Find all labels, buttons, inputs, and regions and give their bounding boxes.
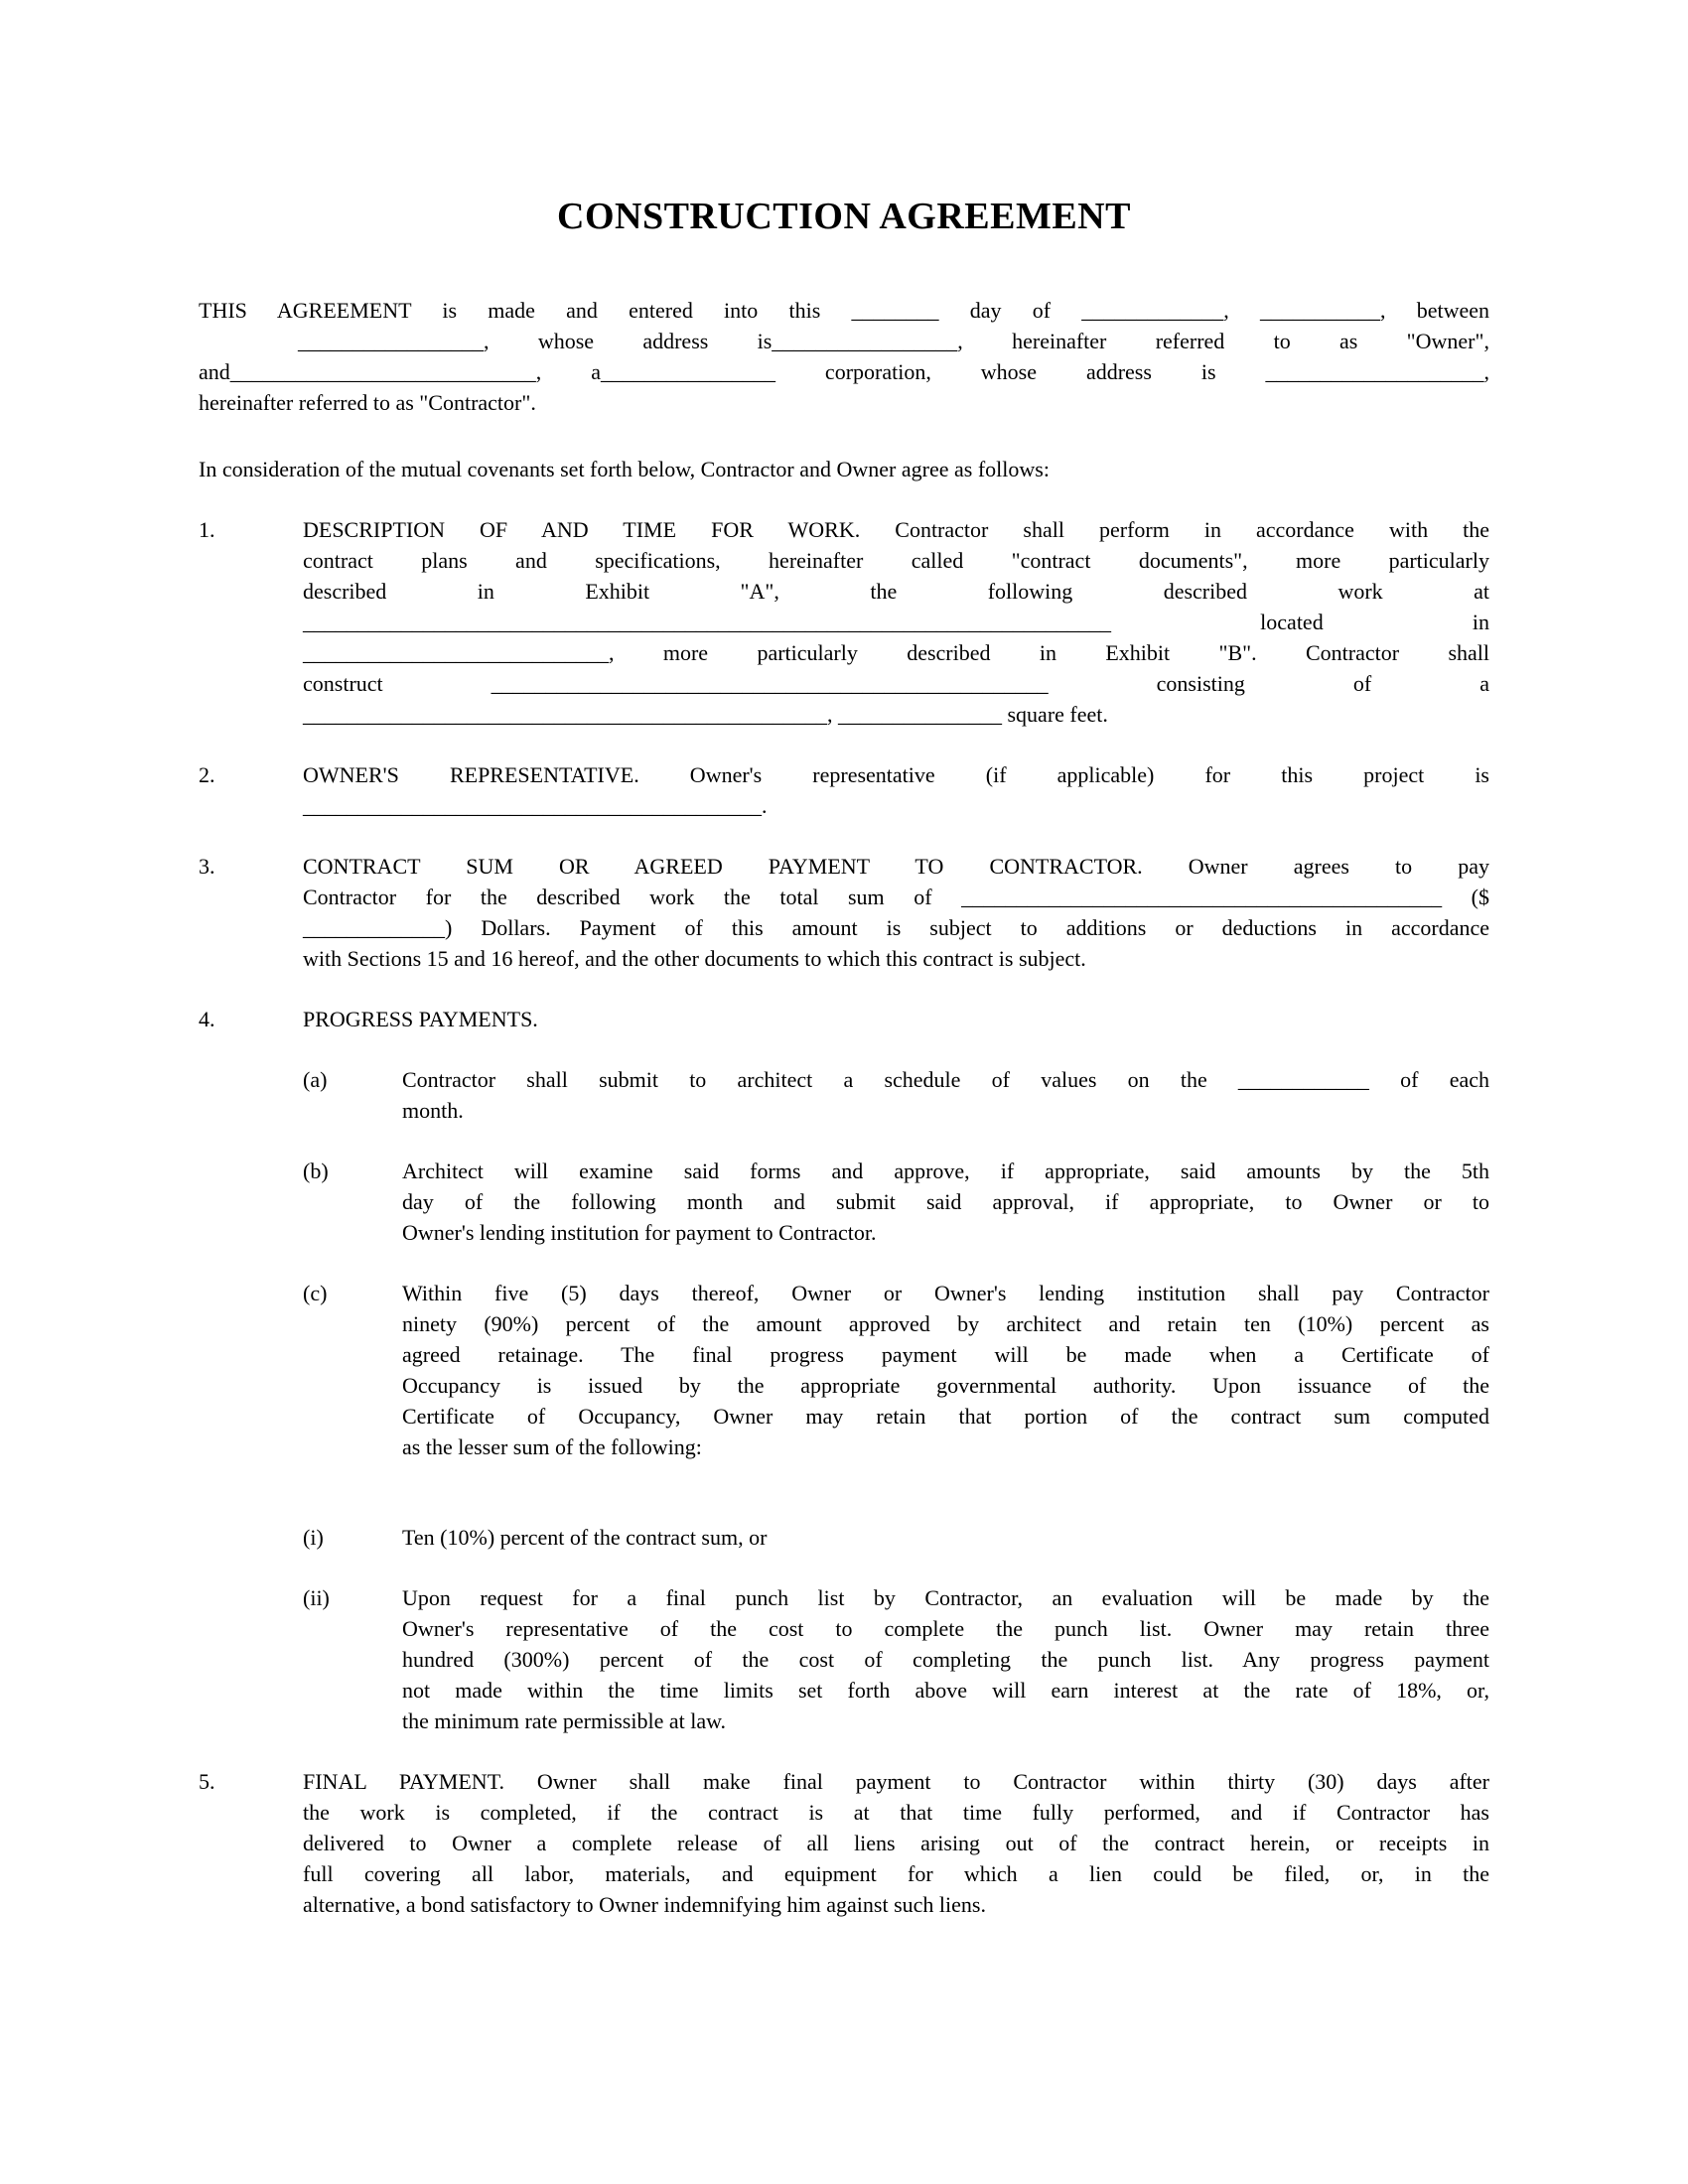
text-line: the work is completed, if the contract is at that time fully performed, and if Contractor has (303, 1800, 1489, 1825)
text-line: In consideration of the mutual covenants set forth below, Contractor and Owner agree as follows: (199, 457, 1050, 481)
intro-paragraph (199, 295, 1489, 418)
text-line: Certificate of Occupancy, Owner may retain that portion of the contract sum computed (402, 1404, 1489, 1429)
text-line: PROGRESS PAYMENTS. (303, 1007, 538, 1031)
section-4 (199, 1004, 1489, 1736)
section-number: 3. (199, 854, 215, 879)
text-line: _________________, whose address is_________________, hereinafter referred to as "Owner", (298, 329, 1489, 353)
subsection-body (402, 1156, 1489, 1248)
consideration-paragraph (199, 454, 1489, 484)
section-body (303, 759, 1489, 821)
text-line: month. (402, 1098, 464, 1123)
text-line: agreed retainage. The final progress payment will be made when a Certificate of (402, 1342, 1489, 1367)
text-line: Upon request for a final punch list by Contractor, an evaluation will be made by the (402, 1585, 1489, 1610)
text-line: hundred (300%) percent of the cost of completing the punch list. Any progress payment (402, 1647, 1489, 1672)
text-line: DESCRIPTION OF AND TIME FOR WORK. Contractor shall perform in accordance with the (303, 517, 1489, 542)
text-line: contract plans and specifications, hereinafter called "contract documents", more particularly (303, 548, 1489, 573)
text-line: construct ___________________________________________________ consisting of a (303, 671, 1489, 696)
text-line: Owner's representative of the cost to complete the punch list. Owner may retain three (402, 1616, 1489, 1641)
subsection-b (303, 1156, 1489, 1248)
text-line: FINAL PAYMENT. Owner shall make final payment to Contractor within thirty (30) days after (303, 1769, 1489, 1794)
subsection-a (303, 1064, 1489, 1126)
subsection-label: (a) (303, 1067, 328, 1092)
section-heading (303, 1004, 1489, 1034)
subsection-body (402, 1064, 1489, 1126)
text-line: ________________________________________________, _______________ square feet. (303, 702, 1108, 727)
subsection-body (402, 1522, 1489, 1553)
text-line: ____________________________, more particularly described in Exhibit "B". Contractor shall (303, 640, 1489, 665)
text-line: the minimum rate permissible at law. (402, 1708, 727, 1733)
subsection-i (303, 1522, 1489, 1553)
text-line: Contractor for the described work the total sum of ____________________________________________ ($ (303, 885, 1489, 909)
section-body (303, 851, 1489, 974)
section-body (303, 514, 1489, 730)
text-line: not made within the time limits set forth above will earn interest at the rate of 18%, or, (402, 1678, 1489, 1703)
text-line: __________________________________________________________________________ located in (303, 610, 1489, 634)
text-line: full covering all labor, materials, and equipment for which a lien could be filed, or, in the (303, 1861, 1489, 1886)
text-line: _____________) Dollars. Payment of this amount is subject to additions or deductions in accordance (303, 915, 1489, 940)
document-title: CONSTRUCTION AGREEMENT (557, 196, 1131, 237)
section-2 (199, 759, 1489, 821)
text-line: as the lesser sum of the following: (402, 1434, 702, 1459)
subsection-label: (b) (303, 1159, 329, 1183)
text-line: __________________________________________. (303, 793, 768, 818)
text-line: CONTRACT SUM OR AGREED PAYMENT TO CONTRACTOR. Owner agrees to pay (303, 854, 1489, 879)
text-line: Occupancy is issued by the appropriate governmental authority. Upon issuance of the (402, 1373, 1489, 1398)
text-line: described in Exhibit "A", the following described work at (303, 579, 1489, 604)
text-line: Within five (5) days thereof, Owner or Owner's lending institution shall pay Contractor (402, 1281, 1489, 1305)
text-line: Owner's lending institution for payment to Contractor. (402, 1220, 877, 1245)
subsection-c (303, 1278, 1489, 1462)
section-number: 5. (199, 1769, 215, 1794)
text-line: day of the following month and submit said approval, if appropriate, to Owner or to (402, 1189, 1489, 1214)
text-line: hereinafter referred to as "Contractor". (199, 390, 536, 415)
text-line: Contractor shall submit to architect a schedule of values on the ____________ of each (402, 1067, 1489, 1092)
section-5 (199, 1766, 1489, 1920)
subsection-label: (i) (303, 1525, 324, 1550)
subsection-body (402, 1278, 1489, 1462)
subsection-ii (303, 1582, 1489, 1736)
section-number: 2. (199, 762, 215, 787)
text-line: OWNER'S REPRESENTATIVE. Owner's representative (if applicable) for this project is (303, 762, 1489, 787)
subsection-label: (c) (303, 1281, 328, 1305)
subsection-label: (ii) (303, 1585, 330, 1610)
section-number: 1. (199, 517, 215, 542)
section-body (303, 1766, 1489, 1920)
section-number: 4. (199, 1007, 215, 1031)
section-1 (199, 514, 1489, 730)
text-line: alternative, a bond satisfactory to Owner indemnifying him against such liens. (303, 1892, 986, 1917)
section-3 (199, 851, 1489, 974)
text-line: with Sections 15 and 16 hereof, and the other documents to which this contract is subject. (303, 946, 1086, 971)
text-line: Ten (10%) percent of the contract sum, or (402, 1525, 768, 1550)
section-body (303, 1004, 1489, 1736)
text-line: THIS AGREEMENT is made and entered into this ________ day of _____________, ___________, between (199, 298, 1489, 323)
subsection-body (402, 1582, 1489, 1736)
text-line: and____________________________, a________________ corporation, whose address is ____________________, (199, 359, 1489, 384)
text-line: ninety (90%) percent of the amount approved by architect and retain ten (10%) percent as (402, 1311, 1489, 1336)
text-line: delivered to Owner a complete release of all liens arising out of the contract herein, or receipts in (303, 1831, 1489, 1855)
text-line: Architect will examine said forms and approve, if appropriate, said amounts by the 5th (402, 1159, 1489, 1183)
